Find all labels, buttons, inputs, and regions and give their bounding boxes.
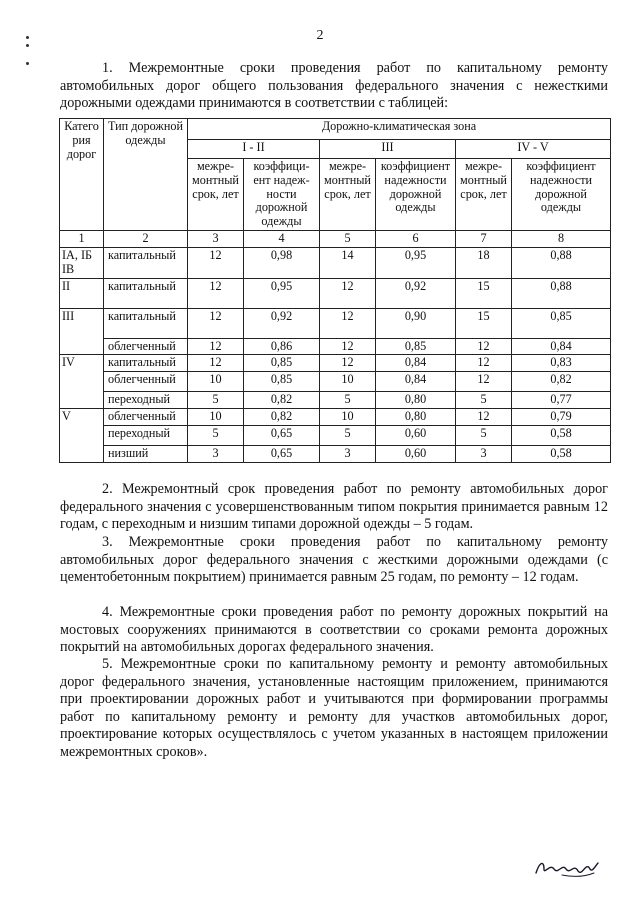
value-cell: 0,85: [376, 338, 456, 355]
category-cell: II: [60, 278, 104, 308]
value-cell: 0,88: [512, 278, 611, 308]
table-row: [60, 425, 611, 445]
value-cell: 0,83: [512, 355, 611, 372]
value-cell: 12: [188, 355, 244, 372]
value-cell: 0,85: [244, 372, 320, 392]
table-row: [60, 308, 611, 338]
road-type-cell: облегченный: [104, 408, 188, 425]
table-row: [60, 355, 611, 372]
value-cell: 0,58: [512, 445, 611, 462]
header-coef: коэффици- ент надеж- ности дорожной одежды: [244, 159, 320, 231]
value-cell: 0,85: [512, 308, 611, 338]
table-row: [60, 392, 611, 409]
value-cell: 0,60: [376, 425, 456, 445]
signature-underline: [562, 873, 594, 876]
value-cell: 12: [188, 247, 244, 278]
value-cell: 0,82: [244, 408, 320, 425]
value-cell: 0,80: [376, 392, 456, 409]
value-cell: 12: [320, 308, 376, 338]
value-cell: 0,80: [376, 408, 456, 425]
value-cell: 12: [188, 338, 244, 355]
value-cell: 0,65: [244, 425, 320, 445]
value-cell: 12: [320, 355, 376, 372]
value-cell: 0,85: [244, 355, 320, 372]
value-cell: 0,79: [512, 408, 611, 425]
column-number: 5: [320, 230, 376, 247]
value-cell: 3: [456, 445, 512, 462]
value-cell: 10: [188, 408, 244, 425]
value-cell: 0,92: [244, 308, 320, 338]
header-climatic-zone: Дорожно-климатическая зона: [188, 119, 611, 140]
value-cell: 0,95: [244, 278, 320, 308]
paragraph-4: 4. Межремонтные сроки проведения работ по ремонту дорожных покрытий на мостовых сооружениях принимаются в соответствии со сроками ремонта дорожных покрытий на автомобильных дорогах федерального значения.: [60, 604, 608, 655]
paragraph-2: 2. Межремонтный срок проведения работ по ремонту автомобильных дорог федерального значения с усовершенствованным типом покрытия принимается равным 12 годам, с переходным и низшим типами дорожной одежды – 5 годам.: [60, 481, 608, 532]
repair-intervals-table: [59, 118, 611, 463]
value-cell: 3: [188, 445, 244, 462]
road-type-cell: облегченный: [104, 338, 188, 355]
table-row: [60, 247, 611, 278]
margin-dot: [26, 62, 29, 65]
value-cell: 14: [320, 247, 376, 278]
value-cell: 15: [456, 278, 512, 308]
paragraph-3: 3. Межремонтные сроки проведения работ по капитальному ремонту автомобильных дорог федерального значения с жесткими дорожными одеждами (с цементобетонным покрытием) принимается равным 25 годам, по ремонту – 12 годам.: [60, 534, 608, 585]
signature-stroke: [536, 863, 598, 873]
value-cell: 0,86: [244, 338, 320, 355]
value-cell: 3: [320, 445, 376, 462]
value-cell: 0,90: [376, 308, 456, 338]
value-cell: 0,58: [512, 425, 611, 445]
header-zone-1: I - II: [188, 140, 320, 159]
table-row: [60, 372, 611, 392]
value-cell: 12: [456, 372, 512, 392]
column-number: 1: [60, 230, 104, 247]
header-road-type: Тип дорожной одежды: [104, 119, 188, 231]
value-cell: 10: [188, 372, 244, 392]
road-type-cell: капитальный: [104, 278, 188, 308]
margin-dot: [26, 36, 29, 39]
margin-marks: [26, 36, 29, 65]
value-cell: 15: [456, 308, 512, 338]
column-number: 2: [104, 230, 188, 247]
value-cell: 10: [320, 408, 376, 425]
table-row: [60, 278, 611, 308]
value-cell: 5: [320, 392, 376, 409]
road-type-cell: переходный: [104, 425, 188, 445]
value-cell: 12: [188, 278, 244, 308]
value-cell: 12: [456, 338, 512, 355]
header-zone-2: III: [320, 140, 456, 159]
header-term: межре- монтный срок, лет: [456, 159, 512, 231]
value-cell: 12: [320, 338, 376, 355]
column-number: 4: [244, 230, 320, 247]
column-number: 3: [188, 230, 244, 247]
road-type-cell: переходный: [104, 392, 188, 409]
header-coef: коэффициент надежности дорожной одежды: [512, 159, 611, 231]
road-type-cell: низший: [104, 445, 188, 462]
paragraph-5: 5. Межремонтные сроки по капитальному ремонту и ремонту автомобильных дорог федерального значения, установленные настоящим приложением, принимаются при проектировании дорожных работ и учитываются при формировании программы работ по капитальному ремонту и ремонту для участков автомобильных дорог, проектирование которых осуществлялось с учетом указанных в настоящем приложении межремонтных сроков».: [60, 656, 608, 760]
column-number: 6: [376, 230, 456, 247]
paragraph-1: 1. Межремонтные сроки проведения работ по капитальному ремонту автомобильных дорог общего пользования федерального значения с нежесткими дорожными одеждами принимаются в соответствии с таблицей:: [60, 60, 608, 111]
value-cell: 5: [456, 392, 512, 409]
table-row: [60, 445, 611, 462]
category-cell: III: [60, 308, 104, 355]
header-zone-3: IV - V: [456, 140, 611, 159]
value-cell: 0,84: [512, 338, 611, 355]
value-cell: 0,60: [376, 445, 456, 462]
value-cell: 5: [320, 425, 376, 445]
value-cell: 5: [188, 425, 244, 445]
value-cell: 0,88: [512, 247, 611, 278]
category-cell: IA, IБ IB: [60, 247, 104, 278]
value-cell: 0,65: [244, 445, 320, 462]
value-cell: 0,84: [376, 372, 456, 392]
header-term: межре- монтный срок, лет: [320, 159, 376, 231]
header-coef: коэффициент надежности дорожной одежды: [376, 159, 456, 231]
value-cell: 0,98: [244, 247, 320, 278]
road-type-cell: облегченный: [104, 372, 188, 392]
value-cell: 12: [456, 355, 512, 372]
value-cell: 12: [188, 308, 244, 338]
road-type-cell: капитальный: [104, 247, 188, 278]
category-cell: V: [60, 408, 104, 462]
handwritten-signature: [532, 855, 602, 879]
header-category: Катего рия дорог: [60, 119, 104, 231]
value-cell: 0,95: [376, 247, 456, 278]
margin-dot: [26, 44, 29, 47]
value-cell: 18: [456, 247, 512, 278]
value-cell: 12: [456, 408, 512, 425]
value-cell: 0,77: [512, 392, 611, 409]
value-cell: 0,84: [376, 355, 456, 372]
value-cell: 5: [188, 392, 244, 409]
value-cell: 0,82: [244, 392, 320, 409]
value-cell: 10: [320, 372, 376, 392]
value-cell: 12: [320, 278, 376, 308]
value-cell: 5: [456, 425, 512, 445]
table-row: [60, 338, 611, 355]
road-type-cell: капитальный: [104, 355, 188, 372]
value-cell: 0,92: [376, 278, 456, 308]
page-number: 2: [316, 28, 324, 43]
column-number: 7: [456, 230, 512, 247]
road-type-cell: капитальный: [104, 308, 188, 338]
value-cell: 0,82: [512, 372, 611, 392]
table-row: [60, 408, 611, 425]
column-number: 8: [512, 230, 611, 247]
category-cell: IV: [60, 355, 104, 409]
header-term: межре- монтный срок, лет: [188, 159, 244, 231]
